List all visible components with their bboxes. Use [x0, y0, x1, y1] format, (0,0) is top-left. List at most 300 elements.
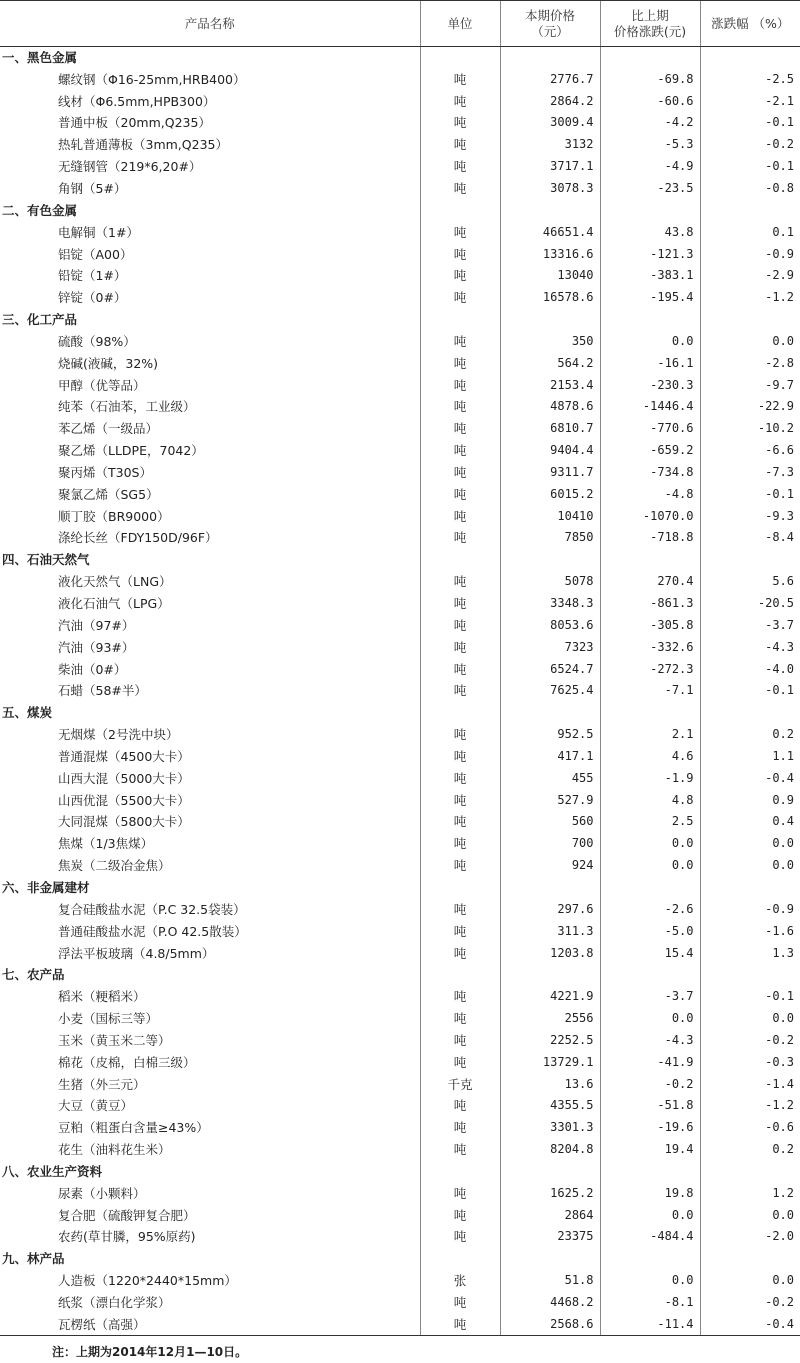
unit-cell: 吨	[420, 789, 500, 811]
current-price-cell: 924	[500, 855, 600, 877]
category-empty-cell	[500, 549, 600, 571]
price-change-cell: 15.4	[600, 942, 700, 964]
header-price-change: 比上期 价格涨跌(元)	[600, 1, 700, 47]
current-price-cell: 6015.2	[500, 483, 600, 505]
table-row	[0, 658, 800, 680]
unit-cell: 吨	[420, 505, 500, 527]
product-name-cell: 小麦（国标三等）	[58, 1011, 159, 1027]
change-percent-cell: 5.6	[700, 571, 800, 593]
current-price-cell: 7323	[500, 636, 600, 658]
table-row	[0, 418, 800, 440]
price-change-cell: -3.7	[600, 986, 700, 1008]
price-change-cell: 2.1	[600, 724, 700, 746]
product-name-cell: 复合硅酸盐水泥（P.C 32.5袋装）	[58, 901, 246, 917]
price-change-cell: -383.1	[600, 265, 700, 287]
current-price-cell: 2776.7	[500, 68, 600, 90]
product-name-cell: 聚乙烯（LLDPE，7042）	[58, 443, 204, 459]
current-price-cell: 23375	[500, 1226, 600, 1248]
change-percent-cell: 0.0	[700, 833, 800, 855]
unit-cell: 吨	[420, 855, 500, 877]
change-percent-cell: -0.8	[700, 178, 800, 200]
product-name-cell: 螺纹钢（Φ16-25mm,HRB400）	[58, 71, 246, 87]
category-empty-cell	[420, 199, 500, 221]
unit-cell: 吨	[420, 1182, 500, 1204]
price-change-cell: -60.6	[600, 90, 700, 112]
price-change-cell: 4.8	[600, 789, 700, 811]
product-name-cell: 大同混煤（5800大卡）	[58, 814, 190, 830]
price-change-cell: -484.4	[600, 1226, 700, 1248]
product-name-cell: 汽油（97#）	[58, 617, 135, 633]
product-name-cell: 热轧普通薄板（3mm,Q235）	[58, 137, 228, 153]
price-change-cell: -332.6	[600, 636, 700, 658]
current-price-cell: 8204.8	[500, 1139, 600, 1161]
unit-cell: 吨	[420, 614, 500, 636]
table-row	[0, 1139, 800, 1161]
price-change-cell: -861.3	[600, 593, 700, 615]
unit-cell: 吨	[420, 112, 500, 134]
category-row	[0, 702, 800, 724]
product-name-cell: 农药(草甘膦，95%原药)	[58, 1229, 196, 1245]
unit-cell: 吨	[420, 396, 500, 418]
table-row	[0, 1051, 800, 1073]
table-row	[0, 1226, 800, 1248]
current-price-cell: 527.9	[500, 789, 600, 811]
price-change-cell: -770.6	[600, 418, 700, 440]
change-percent-cell: -2.1	[700, 90, 800, 112]
price-change-cell: -8.1	[600, 1292, 700, 1314]
category-empty-cell	[420, 702, 500, 724]
table-row	[0, 942, 800, 964]
product-name-cell: 无烟煤（2号洗中块）	[58, 727, 179, 743]
current-price-cell: 9404.4	[500, 440, 600, 462]
table-row	[0, 374, 800, 396]
category-empty-cell	[600, 1161, 700, 1183]
price-change-cell: -7.1	[600, 680, 700, 702]
table-row	[0, 636, 800, 658]
change-percent-cell: -0.6	[700, 1117, 800, 1139]
table-row	[0, 505, 800, 527]
category-title: 六、非金属建材	[2, 879, 90, 895]
table-row	[0, 178, 800, 200]
change-percent-cell: -1.2	[700, 287, 800, 309]
category-row	[0, 1161, 800, 1183]
category-title: 五、煤炭	[2, 705, 53, 721]
header-unit: 单位	[420, 1, 500, 47]
category-empty-cell	[600, 199, 700, 221]
current-price-cell: 2252.5	[500, 1029, 600, 1051]
table-row	[0, 593, 800, 615]
product-name-cell: 稻米（粳稻米）	[58, 989, 146, 1005]
header-product-name: 产品名称	[0, 1, 420, 47]
category-empty-cell	[600, 1248, 700, 1270]
current-price-cell: 6810.7	[500, 418, 600, 440]
price-change-cell: -305.8	[600, 614, 700, 636]
category-title: 八、农业生产资料	[2, 1163, 103, 1179]
change-percent-cell: 1.3	[700, 942, 800, 964]
category-title: 一、黑色金属	[2, 50, 78, 66]
product-name-cell: 硫酸（98%）	[58, 333, 136, 349]
product-name-cell: 柴油（0#）	[58, 661, 127, 677]
table-row	[0, 1292, 800, 1314]
current-price-cell: 16578.6	[500, 287, 600, 309]
unit-cell: 吨	[420, 134, 500, 156]
category-empty-cell	[700, 877, 800, 899]
price-change-cell: -4.9	[600, 156, 700, 178]
product-name-cell: 汽油（93#）	[58, 639, 135, 655]
table-row	[0, 352, 800, 374]
price-change-cell: -1.9	[600, 767, 700, 789]
unit-cell: 吨	[420, 1313, 500, 1335]
category-empty-cell	[500, 1161, 600, 1183]
current-price-cell: 5078	[500, 571, 600, 593]
current-price-cell: 297.6	[500, 898, 600, 920]
table-body	[0, 47, 800, 1336]
unit-cell: 吨	[420, 418, 500, 440]
unit-cell: 吨	[420, 746, 500, 768]
category-empty-cell	[500, 1248, 600, 1270]
unit-cell: 吨	[420, 527, 500, 549]
change-percent-cell: -0.4	[700, 767, 800, 789]
current-price-cell: 7625.4	[500, 680, 600, 702]
table-row	[0, 811, 800, 833]
current-price-cell: 7850	[500, 527, 600, 549]
price-change-cell: -121.3	[600, 243, 700, 265]
category-title: 四、石油天然气	[2, 552, 90, 568]
change-percent-cell: -0.3	[700, 1051, 800, 1073]
product-name-cell: 玉米（黄玉米二等）	[58, 1032, 171, 1048]
unit-cell: 吨	[420, 680, 500, 702]
unit-cell: 吨	[420, 68, 500, 90]
category-title: 二、有色金属	[2, 202, 78, 218]
current-price-cell: 8053.6	[500, 614, 600, 636]
current-price-cell: 13316.6	[500, 243, 600, 265]
change-percent-cell: 0.0	[700, 855, 800, 877]
table-row	[0, 833, 800, 855]
table-row	[0, 1008, 800, 1030]
product-name-cell: 纸浆（漂白化学浆）	[58, 1295, 171, 1311]
price-change-cell: -718.8	[600, 527, 700, 549]
price-change-cell: -230.3	[600, 374, 700, 396]
current-price-cell: 700	[500, 833, 600, 855]
unit-cell: 吨	[420, 986, 500, 1008]
price-change-cell: -1070.0	[600, 505, 700, 527]
price-change-cell: 19.4	[600, 1139, 700, 1161]
product-name-cell: 复合肥（硫酸钾复合肥）	[58, 1207, 196, 1223]
product-name-cell: 石蜡（58#半）	[58, 683, 147, 699]
product-name-cell: 焦煤（1/3焦煤）	[58, 836, 154, 852]
table-row	[0, 920, 800, 942]
current-price-cell: 51.8	[500, 1270, 600, 1292]
current-price-cell: 3717.1	[500, 156, 600, 178]
price-change-cell: -272.3	[600, 658, 700, 680]
unit-cell: 吨	[420, 920, 500, 942]
product-name-cell: 铅锭（1#）	[58, 268, 127, 284]
unit-cell: 吨	[420, 811, 500, 833]
price-change-cell: 0.0	[600, 1270, 700, 1292]
price-change-cell: -4.2	[600, 112, 700, 134]
change-percent-cell: -0.1	[700, 483, 800, 505]
product-name-cell: 花生（油料花生米）	[58, 1142, 171, 1158]
current-price-cell: 3009.4	[500, 112, 600, 134]
change-percent-cell: -0.1	[700, 680, 800, 702]
current-price-cell: 455	[500, 767, 600, 789]
table-row	[0, 1270, 800, 1292]
product-name-cell: 液化天然气（LNG）	[58, 574, 172, 590]
category-empty-cell	[700, 1248, 800, 1270]
unit-cell: 吨	[420, 593, 500, 615]
table-row	[0, 1029, 800, 1051]
category-empty-cell	[700, 199, 800, 221]
product-name-cell: 聚丙烯（T30S）	[58, 464, 152, 480]
change-percent-cell: -4.0	[700, 658, 800, 680]
unit-cell: 吨	[420, 265, 500, 287]
price-change-cell: 0.0	[600, 855, 700, 877]
product-name-cell: 电解铜（1#）	[58, 224, 139, 240]
product-name-cell: 锌锭（0#）	[58, 290, 127, 306]
price-change-cell: -2.6	[600, 898, 700, 920]
table-row	[0, 789, 800, 811]
price-change-cell: -51.8	[600, 1095, 700, 1117]
table-row	[0, 68, 800, 90]
current-price-cell: 13.6	[500, 1073, 600, 1095]
change-percent-cell: -0.1	[700, 112, 800, 134]
price-change-cell: -41.9	[600, 1051, 700, 1073]
category-empty-cell	[700, 964, 800, 986]
category-title: 三、化工产品	[2, 312, 78, 328]
current-price-cell: 13729.1	[500, 1051, 600, 1073]
category-empty-cell	[500, 702, 600, 724]
price-change-cell: -0.2	[600, 1073, 700, 1095]
product-name-cell: 尿素（小颗料）	[58, 1185, 146, 1201]
unit-cell: 吨	[420, 571, 500, 593]
category-empty-cell	[420, 309, 500, 331]
table-row	[0, 986, 800, 1008]
category-empty-cell	[420, 1248, 500, 1270]
unit-cell: 吨	[420, 483, 500, 505]
table-row	[0, 680, 800, 702]
change-percent-cell: -0.1	[700, 986, 800, 1008]
price-change-cell: -19.6	[600, 1117, 700, 1139]
category-row	[0, 877, 800, 899]
unit-cell: 吨	[420, 156, 500, 178]
change-percent-cell: -3.7	[700, 614, 800, 636]
unit-cell: 吨	[420, 636, 500, 658]
price-change-cell: -4.3	[600, 1029, 700, 1051]
unit-cell: 吨	[420, 833, 500, 855]
price-change-cell: 0.0	[600, 1008, 700, 1030]
change-percent-cell: -0.2	[700, 1292, 800, 1314]
change-percent-cell: 0.0	[700, 1204, 800, 1226]
change-percent-cell: 0.0	[700, 1270, 800, 1292]
table-row	[0, 1095, 800, 1117]
unit-cell: 吨	[420, 1139, 500, 1161]
change-percent-cell: 0.1	[700, 221, 800, 243]
unit-cell: 吨	[420, 942, 500, 964]
category-empty-cell	[500, 309, 600, 331]
product-name-cell: 角钢（5#）	[58, 180, 127, 196]
category-row	[0, 964, 800, 986]
change-percent-cell: -1.4	[700, 1073, 800, 1095]
category-empty-cell	[500, 47, 600, 69]
category-empty-cell	[600, 877, 700, 899]
table-row	[0, 527, 800, 549]
product-name-cell: 涤纶长丝（FDY150D/96F）	[58, 530, 218, 546]
unit-cell: 吨	[420, 243, 500, 265]
change-percent-cell: -0.4	[700, 1313, 800, 1335]
change-percent-cell: -20.5	[700, 593, 800, 615]
current-price-cell: 4355.5	[500, 1095, 600, 1117]
current-price-cell: 1625.2	[500, 1182, 600, 1204]
category-row	[0, 47, 800, 69]
current-price-cell: 3301.3	[500, 1117, 600, 1139]
current-price-cell: 564.2	[500, 352, 600, 374]
current-price-cell: 4878.6	[500, 396, 600, 418]
price-change-cell: -5.3	[600, 134, 700, 156]
change-percent-cell: -7.3	[700, 462, 800, 484]
change-percent-cell: 0.0	[700, 330, 800, 352]
price-change-cell: -4.8	[600, 483, 700, 505]
table-row	[0, 221, 800, 243]
category-empty-cell	[600, 702, 700, 724]
category-empty-cell	[500, 877, 600, 899]
current-price-cell: 9311.7	[500, 462, 600, 484]
change-percent-cell: -2.0	[700, 1226, 800, 1248]
current-price-cell: 6524.7	[500, 658, 600, 680]
price-change-cell: 270.4	[600, 571, 700, 593]
table-row	[0, 1073, 800, 1095]
category-title: 七、农产品	[2, 967, 65, 983]
category-empty-cell	[420, 877, 500, 899]
category-title: 九、林产品	[2, 1251, 65, 1267]
product-name-cell: 聚氯乙烯（SG5）	[58, 486, 159, 502]
current-price-cell: 311.3	[500, 920, 600, 942]
category-empty-cell	[500, 199, 600, 221]
table-row	[0, 571, 800, 593]
product-name-cell: 甲醇（优等品）	[58, 377, 146, 393]
change-percent-cell: -6.6	[700, 440, 800, 462]
table-row	[0, 156, 800, 178]
change-percent-cell: 0.0	[700, 1008, 800, 1030]
category-row	[0, 549, 800, 571]
product-name-cell: 铝锭（A00）	[58, 246, 133, 262]
category-empty-cell	[420, 549, 500, 571]
change-percent-cell: -9.7	[700, 374, 800, 396]
product-name-cell: 无缝钢管（219*6,20#）	[58, 159, 202, 175]
price-change-cell: -659.2	[600, 440, 700, 462]
price-change-cell: -5.0	[600, 920, 700, 942]
current-price-cell: 4221.9	[500, 986, 600, 1008]
table-row	[0, 746, 800, 768]
unit-cell: 吨	[420, 1095, 500, 1117]
current-price-cell: 3348.3	[500, 593, 600, 615]
product-name-cell: 大豆（黄豆）	[58, 1098, 134, 1114]
table-row	[0, 440, 800, 462]
product-name-cell: 瓦楞纸（高强）	[0, 1313, 420, 1335]
product-name-cell: 浮法平板玻璃（4.8/5mm）	[58, 945, 215, 961]
change-percent-cell: -1.2	[700, 1095, 800, 1117]
category-empty-cell	[420, 47, 500, 69]
price-change-cell: -195.4	[600, 287, 700, 309]
unit-cell: 吨	[420, 1204, 500, 1226]
unit-cell: 吨	[420, 767, 500, 789]
unit-cell: 吨	[420, 1292, 500, 1314]
unit-cell: 张	[420, 1270, 500, 1292]
table-row	[0, 287, 800, 309]
change-percent-cell: 0.2	[700, 1139, 800, 1161]
current-price-cell: 417.1	[500, 746, 600, 768]
unit-cell: 千克	[420, 1073, 500, 1095]
product-name-cell: 人造板（1220*2440*15mm）	[58, 1273, 237, 1289]
current-price-cell: 952.5	[500, 724, 600, 746]
change-percent-cell: 1.1	[700, 746, 800, 768]
product-name-cell: 普通混煤（4500大卡）	[58, 748, 190, 764]
category-empty-cell	[600, 47, 700, 69]
price-change-cell: -23.5	[600, 178, 700, 200]
category-row	[0, 199, 800, 221]
product-name-cell: 纯苯（石油苯，工业级）	[58, 399, 196, 415]
product-name-cell: 棉花（皮棉，白棉三级）	[58, 1054, 196, 1070]
table-row	[0, 855, 800, 877]
category-empty-cell	[700, 47, 800, 69]
table-row	[0, 724, 800, 746]
change-percent-cell: -8.4	[700, 527, 800, 549]
product-name-cell: 烧碱(液碱，32%)	[58, 355, 159, 371]
unit-cell: 吨	[420, 374, 500, 396]
unit-cell: 吨	[420, 1029, 500, 1051]
change-percent-cell: 0.4	[700, 811, 800, 833]
table-row	[0, 483, 800, 505]
current-price-cell: 13040	[500, 265, 600, 287]
change-percent-cell: -0.1	[700, 156, 800, 178]
change-percent-cell: 0.2	[700, 724, 800, 746]
product-name-cell: 线材（Φ6.5mm,HPB300）	[58, 93, 216, 109]
change-percent-cell: -0.9	[700, 243, 800, 265]
table-row	[0, 90, 800, 112]
change-percent-cell: -2.8	[700, 352, 800, 374]
category-empty-cell	[500, 964, 600, 986]
current-price-cell: 2864.2	[500, 90, 600, 112]
change-percent-cell: -2.5	[700, 68, 800, 90]
current-price-cell: 3078.3	[500, 178, 600, 200]
current-price-cell: 560	[500, 811, 600, 833]
product-name-cell: 豆粕（粗蛋白含量≥43%）	[58, 1120, 209, 1136]
price-change-cell: 0.0	[600, 1204, 700, 1226]
category-empty-cell	[600, 549, 700, 571]
unit-cell: 吨	[420, 352, 500, 374]
table-row	[0, 134, 800, 156]
price-change-cell: -16.1	[600, 352, 700, 374]
current-price-cell: 2568.6	[500, 1313, 600, 1335]
change-percent-cell: -22.9	[700, 396, 800, 418]
unit-cell: 吨	[420, 178, 500, 200]
change-percent-cell: -10.2	[700, 418, 800, 440]
category-row	[0, 1248, 800, 1270]
category-empty-cell	[600, 309, 700, 331]
table-row	[0, 265, 800, 287]
unit-cell: 吨	[420, 440, 500, 462]
category-empty-cell	[700, 549, 800, 571]
table-header-row	[0, 1, 800, 47]
category-empty-cell	[600, 964, 700, 986]
table-row	[0, 767, 800, 789]
table-row	[0, 112, 800, 134]
change-percent-cell: -2.9	[700, 265, 800, 287]
current-price-cell: 2864	[500, 1204, 600, 1226]
category-empty-cell	[700, 1161, 800, 1183]
price-change-cell: 0.0	[600, 833, 700, 855]
unit-cell: 吨	[420, 330, 500, 352]
change-percent-cell: -0.9	[700, 898, 800, 920]
